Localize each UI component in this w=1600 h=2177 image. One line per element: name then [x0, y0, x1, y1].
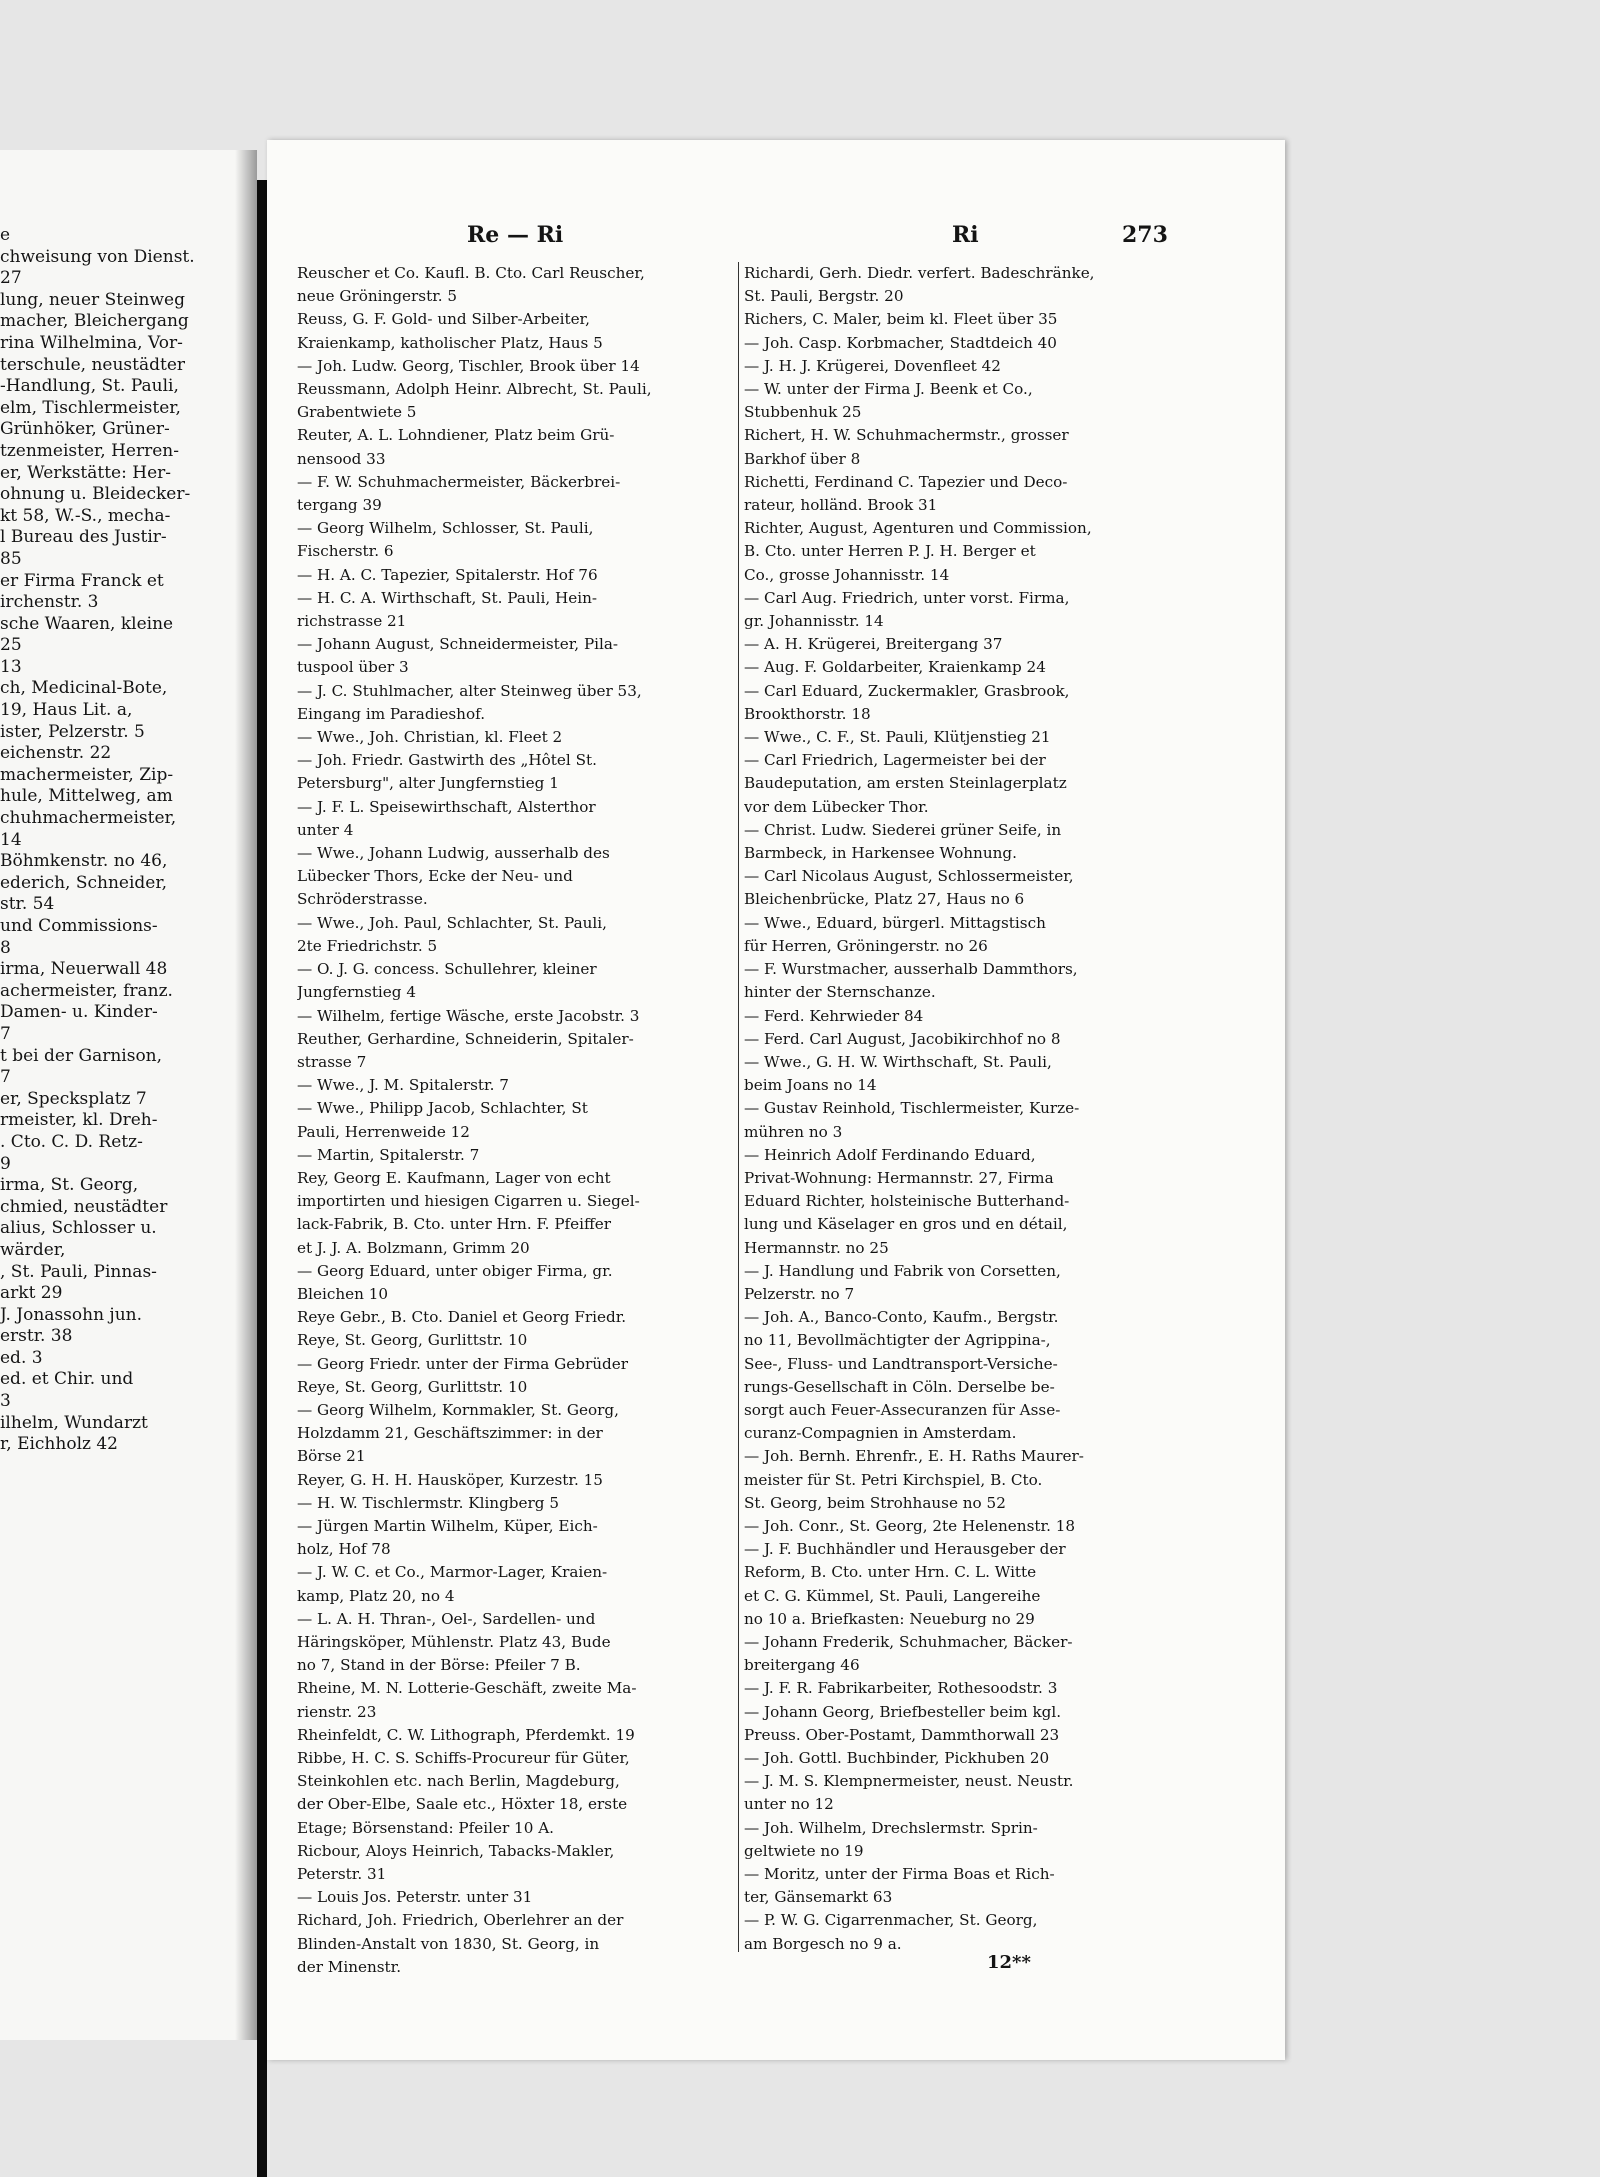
entry-line: sorgt auch Feuer-Assecuranzen für Asse- — [744, 1400, 1061, 1419]
directory-entry — [744, 865, 1202, 911]
entry-line: Rheine, M. N. Lotterie-Geschäft, zweite Ma- — [297, 1679, 637, 1698]
entry-line: holz, Hof 78 — [297, 1540, 391, 1559]
entry-line: Reye, St. Georg, Gurlittstr. 10 — [297, 1377, 528, 1396]
entry-line: — Georg Wilhelm, Kornmakler, St. Georg, — [297, 1400, 619, 1419]
entry-line: Richetti, Ferdinand C. Tapezier und Deco- — [744, 472, 1068, 491]
directory-entry — [744, 1817, 1202, 1863]
left-fragment-line: elm, Tischlermeister, — [0, 397, 181, 418]
entry-line: — Joh. Casp. Korbmacher, Stadtdeich 40 — [744, 333, 1057, 352]
directory-entry — [744, 1538, 1202, 1631]
left-fragment-line: 25 — [0, 635, 22, 656]
entry-line: nensood 33 — [297, 449, 386, 468]
entry-line: Reuss, G. F. Gold- und Silber-Arbeiter, — [297, 310, 590, 329]
directory-entry — [297, 262, 755, 308]
entry-line: et J. J. A. Bolzmann, Grimm 20 — [297, 1238, 530, 1257]
directory-entry — [744, 1770, 1202, 1816]
entry-line: importirten und hiesigen Cigarren u. Siegel- — [297, 1192, 640, 1211]
entry-line: hinter der Sternschanze. — [744, 983, 936, 1002]
left-fragment-line: . Cto. C. D. Retz- — [0, 1131, 143, 1152]
directory-entry — [744, 587, 1202, 633]
entry-line: neue Gröningerstr. 5 — [297, 287, 458, 306]
entry-line: Peterstr. 31 — [297, 1865, 387, 1884]
entry-line: Ribbe, H. C. S. Schiffs-Procureur für Güter, — [297, 1749, 630, 1767]
directory-entry — [744, 1144, 1202, 1260]
entry-line: — J. F. L. Speisewirthschaft, Alsterthor — [297, 797, 596, 816]
entry-line: — J. C. Stuhlmacher, alter Steinweg über 53, — [297, 681, 642, 700]
directory-entry — [297, 1353, 755, 1399]
entry-line: — J. F. R. Fabrikarbeiter, Rothesoodstr. 3 — [744, 1679, 1058, 1698]
entry-line: — J. F. Buchhändler und Herausgeber der — [744, 1540, 1066, 1559]
left-fragment-line: rmeister, kl. Dreh- — [0, 1110, 158, 1131]
entry-line: — Wwe., J. M. Spitalerstr. 7 — [297, 1076, 509, 1095]
entry-line: rateur, holländ. Brook 31 — [744, 496, 938, 515]
entry-line: Reyer, G. H. H. Hausköper, Kurzestr. 15 — [297, 1470, 603, 1489]
directory-entry — [744, 680, 1202, 726]
entry-line: lung und Käselager en gros und en détail, — [744, 1215, 1068, 1234]
entry-line: — Wwe., C. F., St. Pauli, Klütjenstieg 21 — [744, 728, 1051, 747]
directory-entry — [297, 958, 755, 1004]
directory-entry — [297, 1492, 755, 1515]
entry-line: tuspool über 3 — [297, 658, 409, 677]
directory-entry — [744, 958, 1202, 1004]
entry-line: — Carl Eduard, Zuckermakler, Grasbrook, — [744, 681, 1070, 700]
entry-line: geltwiete no 19 — [744, 1841, 864, 1860]
left-fragment-line: irchenstr. 3 — [0, 592, 99, 613]
left-fragment-line: irma, St. Georg, — [0, 1175, 139, 1196]
entry-line: Fischerstr. 6 — [297, 542, 394, 561]
entry-line: Reye Gebr., B. Cto. Daniel et Georg Friedr. — [297, 1308, 627, 1327]
directory-entry — [297, 912, 755, 958]
directory-entry — [744, 749, 1202, 819]
directory-entry — [744, 1515, 1202, 1538]
left-fragment-line: irma, Neuerwall 48 — [0, 959, 168, 980]
left-fragment-line: str. 54 — [0, 894, 55, 915]
entry-line: richstrasse 21 — [297, 612, 407, 631]
left-fragment-line: 14 — [0, 829, 22, 850]
entry-line: — Aug. F. Goldarbeiter, Kraienkamp 24 — [744, 658, 1046, 677]
directory-entry — [297, 1608, 755, 1678]
entry-line: vor dem Lübecker Thor. — [744, 797, 929, 816]
directory-entry — [744, 517, 1202, 587]
left-fragment-line: ch, Medicinal-Bote, — [0, 678, 168, 699]
left-fragment-line: ilhelm, Wundarzt — [0, 1412, 148, 1433]
directory-entry — [744, 1677, 1202, 1700]
directory-entry — [297, 1840, 755, 1886]
directory-entry — [297, 842, 755, 912]
left-fragment-line: und Commissions- — [0, 916, 158, 936]
entry-line: Pauli, Herrenweide 12 — [297, 1122, 470, 1141]
entry-line: tergang 39 — [297, 496, 382, 515]
directory-entry — [744, 1863, 1202, 1909]
left-fragment-line: sche Waaren, kleine — [0, 613, 174, 634]
entry-line: — Christ. Ludw. Siederei grüner Seife, in — [744, 820, 1062, 839]
left-fragment-line: ister, Pelzerstr. 5 — [0, 721, 145, 742]
directory-entry — [297, 1886, 755, 1909]
left-fragment-line: 9 — [0, 1153, 11, 1174]
directory-entry — [744, 262, 1202, 308]
entry-line: ter, Gänsemarkt 63 — [744, 1888, 893, 1907]
left-fragment-line: , St. Pauli, Pinnas- — [0, 1261, 157, 1282]
directory-entry — [744, 1631, 1202, 1677]
entry-line: Bleichen 10 — [297, 1284, 389, 1303]
directory-entry — [744, 308, 1202, 331]
directory-entry — [744, 633, 1202, 656]
directory-entry — [297, 1028, 755, 1074]
left-fragment-line: e — [0, 225, 11, 245]
directory-entry — [744, 1051, 1202, 1097]
directory-entry — [297, 308, 755, 354]
directory-entry — [297, 726, 755, 749]
header-right: Ri — [952, 222, 979, 248]
directory-entry — [297, 749, 755, 795]
entry-line: — Carl Friedrich, Lagermeister bei der — [744, 751, 1046, 770]
left-page — [0, 150, 255, 2040]
directory-entry — [744, 1005, 1202, 1028]
left-fragment-line: ederich, Schneider, — [0, 872, 168, 893]
entry-line: — J. H. J. Krügerei, Dovenfleet 42 — [744, 356, 1001, 375]
directory-entry — [744, 1306, 1202, 1445]
entry-line: — Georg Eduard, unter obiger Firma, gr. — [297, 1261, 613, 1280]
entry-line: — Martin, Spitalerstr. 7 — [297, 1145, 480, 1164]
entry-line: Petersburg", alter Jungfernstieg 1 — [297, 774, 559, 793]
entry-line: rungs-Gesellschaft in Cöln. Derselbe be- — [744, 1377, 1055, 1396]
entry-line: kamp, Platz 20, no 4 — [297, 1586, 455, 1605]
entry-line: Reuther, Gerhardine, Schneiderin, Spitaler- — [297, 1029, 634, 1048]
entry-line: — Georg Friedr. unter der Firma Gebrüder — [297, 1354, 629, 1373]
entry-line: See-, Fluss- und Landtransport-Versiche- — [744, 1354, 1058, 1373]
entry-line: Stubbenhuk 25 — [744, 403, 862, 422]
directory-entry — [744, 819, 1202, 865]
entry-line: no 11, Bevollmächtigter der Agrippina-, — [744, 1331, 1051, 1350]
entry-line: — Joh. Ludw. Georg, Tischler, Brook über 14 — [297, 356, 640, 375]
left-fragment-line: rina Wilhelmina, Vor- — [0, 332, 183, 353]
entry-line: — Moritz, unter der Firma Boas et Rich- — [744, 1865, 1055, 1884]
entry-line: — Wwe., Eduard, bürgerl. Mittagstisch — [744, 913, 1046, 932]
entry-line: Barmbeck, in Harkensee Wohnung. — [744, 844, 1017, 863]
entry-line: — J. M. S. Klempnermeister, neust. Neustr. — [744, 1772, 1074, 1791]
directory-entry — [744, 656, 1202, 679]
left-page-text-fragments — [0, 225, 235, 1456]
left-fragment-line: chmied, neustädter — [0, 1196, 168, 1217]
entry-line: Bleichenbrücke, Platz 27, Haus no 6 — [744, 890, 1025, 909]
page-number: 273 — [1122, 222, 1168, 248]
entry-line: — W. unter der Firma J. Beenk et Co., — [744, 380, 1033, 399]
directory-entry — [297, 378, 755, 424]
entry-line: Reuter, A. L. Lohndiener, Platz beim Grü- — [297, 426, 615, 445]
entry-line: Preuss. Ober-Postamt, Dammthorwall 23 — [744, 1725, 1060, 1744]
entry-line: — Johann Frederik, Schuhmacher, Bäcker- — [744, 1632, 1073, 1651]
entry-line: Blinden-Anstalt von 1830, St. Georg, in — [297, 1934, 600, 1953]
directory-entry — [297, 517, 755, 563]
entry-line: — Wwe., Johann Ludwig, ausserhalb des — [297, 844, 610, 863]
entry-line: Rey, Georg E. Kaufmann, Lager von echt — [297, 1168, 611, 1187]
entry-line: — Joh. Gottl. Buchbinder, Pickhuben 20 — [744, 1749, 1050, 1767]
directory-entry — [744, 424, 1202, 470]
entry-line: curanz-Compagnien in Amsterdam. — [744, 1424, 1017, 1443]
entry-line: — Joh. Wilhelm, Drechslermstr. Sprin- — [744, 1818, 1038, 1837]
directory-entry — [744, 1909, 1202, 1955]
left-fragment-line: ohnung u. Bleidecker- — [0, 484, 191, 505]
entry-line: für Herren, Gröningerstr. no 26 — [744, 936, 988, 955]
directory-entry — [744, 332, 1202, 355]
directory-column-2 — [744, 262, 1202, 1956]
entry-line: — F. W. Schuhmachermeister, Bäckerbrei- — [297, 472, 621, 491]
left-fragment-line: chweisung von Dienst. — [0, 246, 195, 267]
entry-line: — F. Wurstmacher, ausserhalb Dammthors, — [744, 960, 1078, 979]
entry-line: — Joh. Conr., St. Georg, 2te Helenenstr. 18 — [744, 1516, 1076, 1535]
entry-line: — Gustav Reinhold, Tischlermeister, Kurze- — [744, 1099, 1080, 1118]
entry-line: Holzdamm 21, Geschäftszimmer: in der — [297, 1424, 603, 1443]
entry-line: — Johann Georg, Briefbesteller beim kgl. — [744, 1702, 1062, 1721]
entry-line: Reuscher et Co. Kaufl. B. Cto. Carl Reuscher, — [297, 264, 645, 282]
directory-entry — [297, 633, 755, 679]
directory-entry — [744, 378, 1202, 424]
entry-line: mühren no 3 — [744, 1122, 843, 1141]
entry-line: Baudeputation, am ersten Steinlagerplatz — [744, 774, 1067, 793]
entry-line: St. Georg, beim Strohhause no 52 — [744, 1493, 1006, 1512]
entry-line: Richter, August, Agenturen und Commission, — [744, 519, 1092, 538]
entry-line: rienstr. 23 — [297, 1702, 377, 1721]
left-fragment-line: Böhmkenstr. no 46, — [0, 851, 168, 872]
entry-line: — Carl Aug. Friedrich, unter vorst. Firma, — [744, 588, 1070, 607]
entry-line: — Wwe., Joh. Paul, Schlachter, St. Pauli, — [297, 913, 607, 932]
entry-line: Etage; Börsenstand: Pfeiler 10 A. — [297, 1818, 554, 1837]
entry-line: — H. C. A. Wirthschaft, St. Pauli, Hein- — [297, 588, 598, 607]
left-fragment-line: alius, Schlosser u. — [0, 1218, 157, 1239]
left-fragment-line: 7 — [0, 1067, 11, 1088]
printer-signature: 12** — [987, 1952, 1031, 1973]
entry-line: — Ferd. Kehrwieder 84 — [744, 1006, 924, 1025]
entry-line: Co., grosse Johannisstr. 14 — [744, 565, 950, 584]
entry-line: — H. W. Tischlermstr. Klingberg 5 — [297, 1493, 559, 1512]
left-fragment-line: J. Jonassohn jun. — [0, 1304, 142, 1325]
entry-line: Barkhof über 8 — [744, 449, 861, 468]
entry-line: — L. A. H. Thran-, Oel-, Sardellen- und — [297, 1609, 596, 1628]
left-fragment-line: -Handlung, St. Pauli, — [0, 376, 179, 397]
entry-line: 2te Friedrichstr. 5 — [297, 936, 438, 955]
entry-line: Häringsköper, Mühlenstr. Platz 43, Bude — [297, 1632, 611, 1651]
entry-line: Eduard Richter, holsteinische Butterhand- — [744, 1192, 1070, 1211]
directory-entry — [297, 1260, 755, 1306]
directory-entry — [744, 1701, 1202, 1747]
entry-line: Lübecker Thors, Ecke der Neu- und — [297, 867, 573, 886]
entry-line: lack-Fabrik, B. Cto. unter Hrn. F. Pfeiffer — [297, 1215, 612, 1234]
entry-line: — Jürgen Martin Wilhelm, Küper, Eich- — [297, 1516, 598, 1535]
left-fragment-line: 3 — [0, 1391, 11, 1412]
entry-line: — Carl Nicolaus August, Schlossermeister, — [744, 867, 1074, 886]
directory-entry — [744, 1747, 1202, 1770]
left-fragment-line: kt 58, W.-S., mecha- — [0, 505, 171, 526]
directory-entry — [297, 680, 755, 726]
directory-entry — [297, 1144, 755, 1167]
directory-entry — [297, 1724, 755, 1747]
entry-line: — Joh. Friedr. Gastwirth des „Hôtel St. — [297, 751, 597, 770]
entry-line: B. Cto. unter Herren P. J. H. Berger et — [744, 542, 1036, 561]
directory-entry — [744, 726, 1202, 749]
directory-entry — [744, 355, 1202, 378]
entry-line: Pelzerstr. no 7 — [744, 1284, 855, 1303]
book-binding — [257, 180, 267, 2177]
entry-line: Schröderstrasse. — [297, 890, 428, 909]
left-fragment-line: r, Eichholz 42 — [0, 1434, 118, 1455]
entry-line: — P. W. G. Cigarrenmacher, St. Georg, — [744, 1911, 1038, 1930]
left-fragment-line: tzenmeister, Herren- — [0, 440, 179, 461]
entry-line: — Joh. A., Banco-Conto, Kaufm., Bergstr. — [744, 1308, 1059, 1327]
directory-entry — [744, 1445, 1202, 1515]
left-fragment-line: 13 — [0, 656, 22, 677]
gutter-shadow — [235, 150, 257, 2040]
entry-line: meister für St. Petri Kirchspiel, B. Cto. — [744, 1470, 1043, 1489]
entry-line: — Johann August, Schneidermeister, Pila- — [297, 635, 619, 654]
entry-line: no 7, Stand in der Börse: Pfeiler 7 B. — [297, 1656, 581, 1675]
left-fragment-line: 19, Haus Lit. a, — [0, 700, 133, 721]
left-fragment-line: lung, neuer Steinweg — [0, 289, 185, 310]
directory-column-1 — [297, 262, 755, 1979]
entry-line: no 10 a. Briefkasten: Neueburg no 29 — [744, 1609, 1035, 1628]
left-fragment-line: wärder, — [0, 1239, 66, 1260]
directory-entry — [297, 1097, 755, 1143]
entry-line: — Wwe., Philipp Jacob, Schlachter, St — [297, 1099, 588, 1118]
entry-line: — Ferd. Carl August, Jacobikirchhof no 8 — [744, 1029, 1061, 1048]
left-fragment-line: erstr. 38 — [0, 1326, 73, 1347]
entry-line: Richers, C. Maler, beim kl. Fleet über 35 — [744, 310, 1058, 329]
entry-line: Rheinfeldt, C. W. Lithograph, Pferdemkt. 19 — [297, 1725, 635, 1744]
entry-line: unter 4 — [297, 820, 354, 839]
entry-line: et C. G. Kümmel, St. Pauli, Langereihe — [744, 1586, 1041, 1605]
left-fragment-line: machermeister, Zip- — [0, 764, 174, 785]
running-header — [267, 222, 1285, 254]
left-fragment-line: 85 — [0, 548, 22, 569]
entry-line: Richard, Joh. Friedrich, Oberlehrer an der — [297, 1911, 624, 1930]
entry-line: Steinkohlen etc. nach Berlin, Magdeburg, — [297, 1772, 620, 1791]
entry-line: Jungfernstieg 4 — [297, 983, 416, 1002]
entry-line: — Wilhelm, fertige Wäsche, erste Jacobstr. 3 — [297, 1006, 640, 1025]
directory-entry — [297, 1469, 755, 1492]
entry-line: — Wwe., Joh. Christian, kl. Fleet 2 — [297, 728, 563, 747]
directory-entry — [297, 355, 755, 378]
left-fragment-line: er Firma Franck et — [0, 570, 164, 591]
directory-entry — [297, 424, 755, 470]
left-fragment-line: Damen- u. Kinder- — [0, 1002, 158, 1023]
entry-line: Börse 21 — [297, 1447, 366, 1466]
left-fragment-line: ed. 3 — [0, 1347, 43, 1368]
left-fragment-line: 27 — [0, 268, 22, 289]
entry-line: Grabentwiete 5 — [297, 403, 417, 422]
directory-entry — [297, 1005, 755, 1028]
entry-line: Reye, St. Georg, Gurlittstr. 10 — [297, 1331, 528, 1350]
entry-line: breitergang 46 — [744, 1656, 860, 1675]
entry-line: — Louis Jos. Peterstr. unter 31 — [297, 1888, 533, 1907]
entry-line: St. Pauli, Bergstr. 20 — [744, 287, 904, 306]
entry-line: — Joh. Bernh. Ehrenfr., E. H. Raths Maurer- — [744, 1447, 1084, 1466]
directory-entry — [297, 1399, 755, 1469]
entry-line: strasse 7 — [297, 1052, 367, 1071]
entry-line: Eingang im Paradieshof. — [297, 704, 486, 723]
directory-entry — [744, 1097, 1202, 1143]
entry-line: — J. Handlung und Fabrik von Corsetten, — [744, 1261, 1061, 1280]
entry-line: Reform, B. Cto. unter Hrn. C. L. Witte — [744, 1563, 1037, 1582]
left-fragment-line: hule, Mittelweg, am — [0, 786, 173, 807]
directory-entry — [297, 1074, 755, 1097]
entry-line: — J. W. C. et Co., Marmor-Lager, Kraien- — [297, 1563, 608, 1582]
entry-line: Hermannstr. no 25 — [744, 1238, 889, 1257]
entry-line: — Georg Wilhelm, Schlosser, St. Pauli, — [297, 519, 594, 538]
entry-line: unter no 12 — [744, 1795, 834, 1814]
directory-entry — [297, 796, 755, 842]
left-fragment-line: macher, Bleichergang — [0, 311, 189, 332]
left-fragment-line: 7 — [0, 1023, 11, 1044]
directory-entry — [297, 1747, 755, 1840]
directory-entry — [744, 1260, 1202, 1306]
directory-entry — [297, 471, 755, 517]
entry-line: Kraienkamp, katholischer Platz, Haus 5 — [297, 333, 603, 352]
left-fragment-line: chuhmachermeister, — [0, 808, 177, 829]
entry-line: am Borgesch no 9 a. — [744, 1934, 902, 1953]
entry-line: Richert, H. W. Schuhmachermstr., grosser — [744, 426, 1069, 445]
entry-line: beim Joans no 14 — [744, 1076, 877, 1095]
directory-entry — [744, 471, 1202, 517]
directory-entry — [297, 1909, 755, 1979]
header-left: Re — Ri — [467, 222, 564, 248]
left-fragment-line: 8 — [0, 937, 11, 958]
left-fragment-line: eichenstr. 22 — [0, 743, 112, 764]
entry-line: Privat-Wohnung: Hermannstr. 27, Firma — [744, 1168, 1054, 1187]
entry-line: Ricbour, Aloys Heinrich, Tabacks-Makler, — [297, 1841, 615, 1860]
entry-line: gr. Johannisstr. 14 — [744, 612, 884, 631]
entry-line: der Ober-Elbe, Saale etc., Höxter 18, erste — [297, 1795, 628, 1814]
entry-line: Richardi, Gerh. Diedr. verfert. Badeschränke, — [744, 264, 1095, 282]
left-fragment-line: l Bureau des Justir- — [0, 527, 167, 548]
directory-entry — [297, 587, 755, 633]
directory-entry — [297, 564, 755, 587]
left-fragment-line: Grünhöker, Grüner- — [0, 419, 170, 440]
left-fragment-line: terschule, neustädter — [0, 354, 186, 375]
entry-line: der Minenstr. — [297, 1957, 402, 1976]
left-fragment-line: ed. et Chir. und — [0, 1369, 134, 1390]
left-fragment-line: arkt 29 — [0, 1283, 63, 1304]
entry-line: Reussmann, Adolph Heinr. Albrecht, St. Pauli, — [297, 380, 652, 399]
directory-entry — [297, 1306, 755, 1352]
left-fragment-line: er, Specksplatz 7 — [0, 1088, 147, 1109]
entry-line: — Heinrich Adolf Ferdinando Eduard, — [744, 1145, 1036, 1164]
entry-line: — A. H. Krügerei, Breitergang 37 — [744, 635, 1003, 654]
entry-line: — O. J. G. concess. Schullehrer, kleiner — [297, 960, 597, 979]
directory-entry — [297, 1677, 755, 1723]
left-fragment-line: achermeister, franz. — [0, 980, 173, 1001]
directory-entry — [297, 1561, 755, 1607]
directory-entry — [297, 1167, 755, 1260]
right-page — [267, 140, 1285, 2060]
entry-line: — H. A. C. Tapezier, Spitalerstr. Hof 76 — [297, 565, 598, 584]
directory-entry — [744, 912, 1202, 958]
directory-entry — [744, 1028, 1202, 1051]
entry-line: Brookthorstr. 18 — [744, 704, 871, 723]
left-fragment-line: t bei der Garnison, — [0, 1045, 163, 1066]
entry-line: — Wwe., G. H. W. Wirthschaft, St. Pauli, — [744, 1052, 1052, 1071]
directory-entry — [297, 1515, 755, 1561]
left-fragment-line: er, Werkstätte: Her- — [0, 462, 172, 483]
